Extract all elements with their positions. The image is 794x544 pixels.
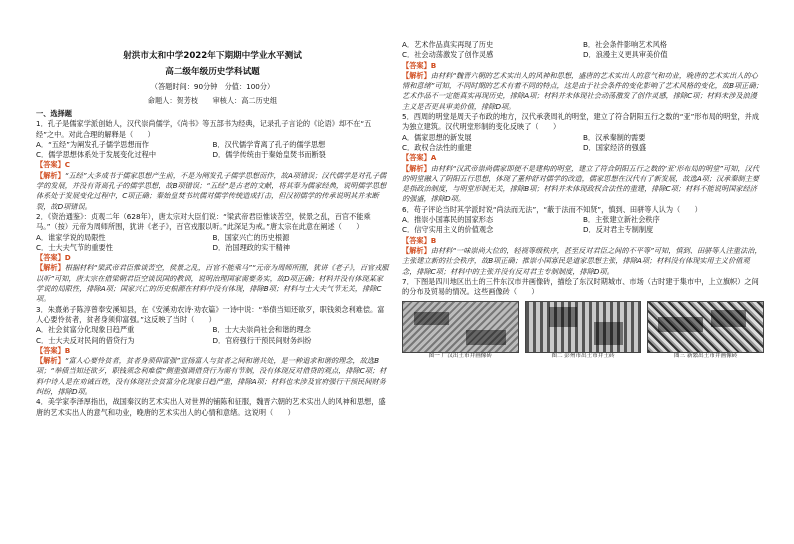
option-row: [402, 143, 764, 153]
option-row: [36, 150, 389, 160]
question-1: [36, 119, 389, 212]
question-stem: 1．孔子是儒家学派创始人，汉代崇尚儒学，《尚书》等五部书为经典，记录孔子言论的《论语》却不在“五经”之中。对此合理的解释是（ ）: [36, 119, 372, 139]
analysis-text: [36, 171, 389, 212]
analysis-tag: 【解析】: [402, 70, 431, 80]
option-c: C．信守实用主义的价值观念: [402, 225, 494, 235]
figure-caption: 图二 彭州市出土市井土砖: [551, 353, 615, 360]
analysis-tag: 【解析】: [36, 263, 65, 273]
brick-image-2: [525, 301, 642, 353]
analysis-text: [402, 246, 764, 277]
brick-image-1: [402, 301, 519, 353]
analysis-text: [36, 263, 389, 304]
question-5: [402, 112, 764, 205]
option-row: [36, 243, 389, 253]
option-a: A．“五经”为阐发孔子儒学思想而作: [36, 139, 149, 149]
option-b: B．国家兴亡的历史根源: [212, 232, 290, 242]
analysis-text: [36, 356, 389, 397]
option-d: D．反对君主专制制度: [583, 225, 654, 235]
question-stem: 2．《资治通鉴》：贞观二年（628年），唐太宗对大臣们说：“梁武帝君臣惟谈苦空，侯景之乱，百官不能乘马。”（按）元帝为周师所围，犹讲《老子》，百官戎服以听。”此深足为戒。”唐太宗在此意在阐述（ ）: [36, 211, 371, 232]
exam-time-line: （答题时间：90分钟 分值：100分）: [150, 82, 275, 91]
option-d: D．儒学传统由于秦始皇焚书而断裂: [212, 150, 326, 160]
analysis-body: 由材料“汉武帝崇尚儒家即便不是建构的明堂，建立了符合阴阳五行之数的‘亚’形布局的明堂”可知，汉代的明堂融入了阴阳五行思想，体现了董仲舒对儒学的改造，儒家思想在汉代有了新发展，故选A项；汉承秦制主要是指政治制度，与明堂形制无关，排除B项；材料并未体现政权合法性的重建，排除C项；材料不能说明国家经济的强盛，排除D项。: [402, 163, 760, 204]
answer-label: 【答案】A: [402, 153, 437, 163]
option-b: B．社会条件影响艺术风格: [583, 40, 667, 49]
option-row: [36, 140, 389, 150]
option-c: C．士大夫反对民间的借贷行为: [36, 335, 135, 345]
option-a: A．儒家思想的新发展: [402, 132, 472, 142]
question-3: [36, 305, 389, 398]
option-b: B．汉代儒学背离了孔子的儒学思想: [212, 139, 326, 149]
left-column: [36, 44, 389, 418]
question-4-options: [402, 40, 764, 112]
question-6: [402, 205, 764, 277]
option-d: D．官府强行干预民间财务纠纷: [212, 335, 312, 345]
option-row: [402, 50, 764, 60]
analysis-text: [402, 71, 764, 112]
question-7: [402, 277, 764, 361]
option-a: A．艺术作品真实再现了历史: [402, 40, 494, 49]
analysis-body: 由材料“一味崇尚大位的，轻视等级秩序，甚至反对君臣之间的不平等”可知，慎到、田骈等人注重法治，主张建立新的社会秩序，故B项正确；推崇小国寡民是道家思想主张，排除A项；材料没有体现实用主义价值观念，排除C项；材料中的主张并没有反对君主专制制度，排除D项。: [402, 245, 762, 276]
analysis-body: “富人心要怜贫者，贫者身须仰富强”宣扬富人与贫者之间和谐共处，是一种追求和谐的理念，故选B项；“举债当知还欲歹，职钱须念利难偿”侧重强调借贷行为需有节制，没有体现反对借贷的观点，排除C项；材料中诗人是在劝诫百姓，没有体现社会贫富分化现象日趋严重，排除A项；材料也未涉及官府强行干预民间财务纠纷，排除D项。: [36, 356, 387, 397]
option-b: B．主张建立新社会秩序: [583, 215, 660, 225]
exam-subtitle: 高二级年级历史学科试题: [165, 67, 260, 77]
section-title: 一、选择题: [36, 109, 72, 118]
question-stem: 7．下图是四川地区出土的三件东汉市井画像砖，描绘了东汉时期城市、市场（古时建于集市中，上立旗帜）之间的分布及贸易的情况。这些画像砖（ ）: [402, 276, 759, 297]
figure-3: [647, 301, 764, 360]
question-4-start: [36, 397, 389, 418]
answer-label: 【答案】B: [402, 60, 437, 70]
analysis-tag: 【解析】: [402, 245, 431, 255]
analysis-text: [402, 164, 764, 205]
analysis-body: “五经”大多成书于儒家思想产生前，不是为阐发孔子儒学思想而作，故A项错误；汉代儒学是对孔子儒学的发展，并没有背离孔子的儒学思想，故B项错误；“五经”是古老的文献，将其奉为儒家经典，说明儒学思想体系处于发展变化过程中，C项正确；秦始皇焚书坑儒对儒学传统造成打击，但汉初儒学的传承说明其并未断裂，故D项错误。: [36, 170, 387, 211]
option-a: A．社会贫富分化现象日趋严重: [36, 325, 135, 335]
analysis-tag: 【解析】: [36, 170, 65, 180]
analysis-tag: 【解析】: [36, 356, 65, 366]
exam-header: [36, 50, 389, 107]
option-a: A．推崇小国寡民的国家形态: [402, 215, 494, 225]
figure-1: [402, 301, 519, 360]
exam-authors-line: 命题人：贺芳枝 审核人：高二历史组: [147, 96, 278, 105]
option-row: [36, 336, 389, 346]
option-c: C．士大夫气节的重要性: [36, 242, 113, 252]
figure-caption: 图一 广汉出土市井画像砖: [428, 353, 492, 360]
question-stem: 4．美学家李泽厚指出，战国秦汉的艺术实出人对世界的铺陈和征服，魏晋六朝的艺术实出人的风神和思想，盛唐的艺术实出人的意气和功业，晚唐的艺术实出人的心情和意绪。这说明（ ）: [36, 397, 386, 417]
option-b: B．士大夫崇尚社会和谐的理念: [212, 325, 311, 335]
option-d: D．浪漫主义更具审美价值: [583, 50, 668, 60]
exam-title: 射洪市太和中学2022年下期期中学业水平测试: [123, 51, 302, 61]
option-row: [402, 215, 764, 225]
answer-label: 【答案】C: [36, 160, 71, 170]
analysis-body: 由材料“魏晋六朝的艺术实出人的风神和思想，盛唐的艺术实出人的意气和功业，晚唐的艺术实出人的心情和意绪”可知，不同时期的艺术有着不同的特点，这是由于社会条件的变化影响了艺术风格的变化，故B项正确；艺术作品不一定能真实再现历史，排除A项；材料并未体现社会动荡激发了创作灵感，排除C项；材料未涉及浪漫主义是否更具审美价值，排除D项。: [402, 70, 763, 111]
option-c: C．政权合法性的重建: [402, 142, 472, 152]
figure-row: [402, 301, 764, 360]
option-c: C．儒学思想体系处于发展变化过程中: [36, 150, 157, 160]
analysis-tag: 【解析】: [402, 163, 431, 173]
answer-label: 【答案】B: [36, 345, 71, 355]
option-row: [36, 233, 389, 243]
option-c: C．社会动荡激发了创作灵感: [402, 50, 494, 60]
option-d: D．国家经济的强盛: [583, 142, 647, 152]
figure-2: [525, 301, 642, 360]
right-column: [402, 40, 764, 360]
option-b: B．汉承秦制的需要: [583, 132, 646, 142]
option-row: [36, 325, 389, 335]
brick-image-3: [647, 301, 764, 353]
analysis-body: 根据材料“梁武帝君臣惟谈苦空，侯景之乱，百官不能乘马”“元帝为周师所围，犹讲《老子》，百官戎服以听”可知，唐太宗在借梁朝君臣空谈误国的教训，说明治理国家需要务实，故D项正确；材料并没有体现某家学说的局限性，排除A项；国家兴亡的历史根源在材料中没有体现，排除B项；材料与士大夫气节无关，排除C项。: [36, 263, 389, 304]
question-stem: 6．苟子评论当时其学派时说“尚法而无法”，“蔽于法而不知贤”，慎到、田骈等人认为（ ）: [402, 204, 702, 214]
question-stem: 5．西周的明堂是周天子布政的地方，汉代承袭周礼的明堂，建立了符合阴阳五行之数的“亚”形布局的明堂，并成为独立建筑。汉代明堂形制的变化反映了（ ）: [402, 112, 760, 132]
option-a: A．谁家学说的局限性: [36, 232, 106, 242]
option-row: [402, 225, 764, 235]
option-row: [402, 40, 764, 50]
answer-label: 【答案】B: [402, 235, 437, 245]
option-d: D．治国理政的实干精神: [212, 242, 290, 252]
figure-caption: 图三 新繁出土市井画像砖: [674, 353, 738, 360]
question-stem: 3．朱熹弟子陈淳曾奉安溪知县，在《安溪劝农诗·劝农篇》一诗中说：“举债当知还欲歹，职钱须念利难偿。富人心要怜贫者，贫者身须仰富强。”这反映了当时（ ）: [36, 304, 385, 324]
option-row: [402, 133, 764, 143]
question-2: [36, 212, 389, 305]
answer-label: 【答案】D: [36, 253, 71, 263]
